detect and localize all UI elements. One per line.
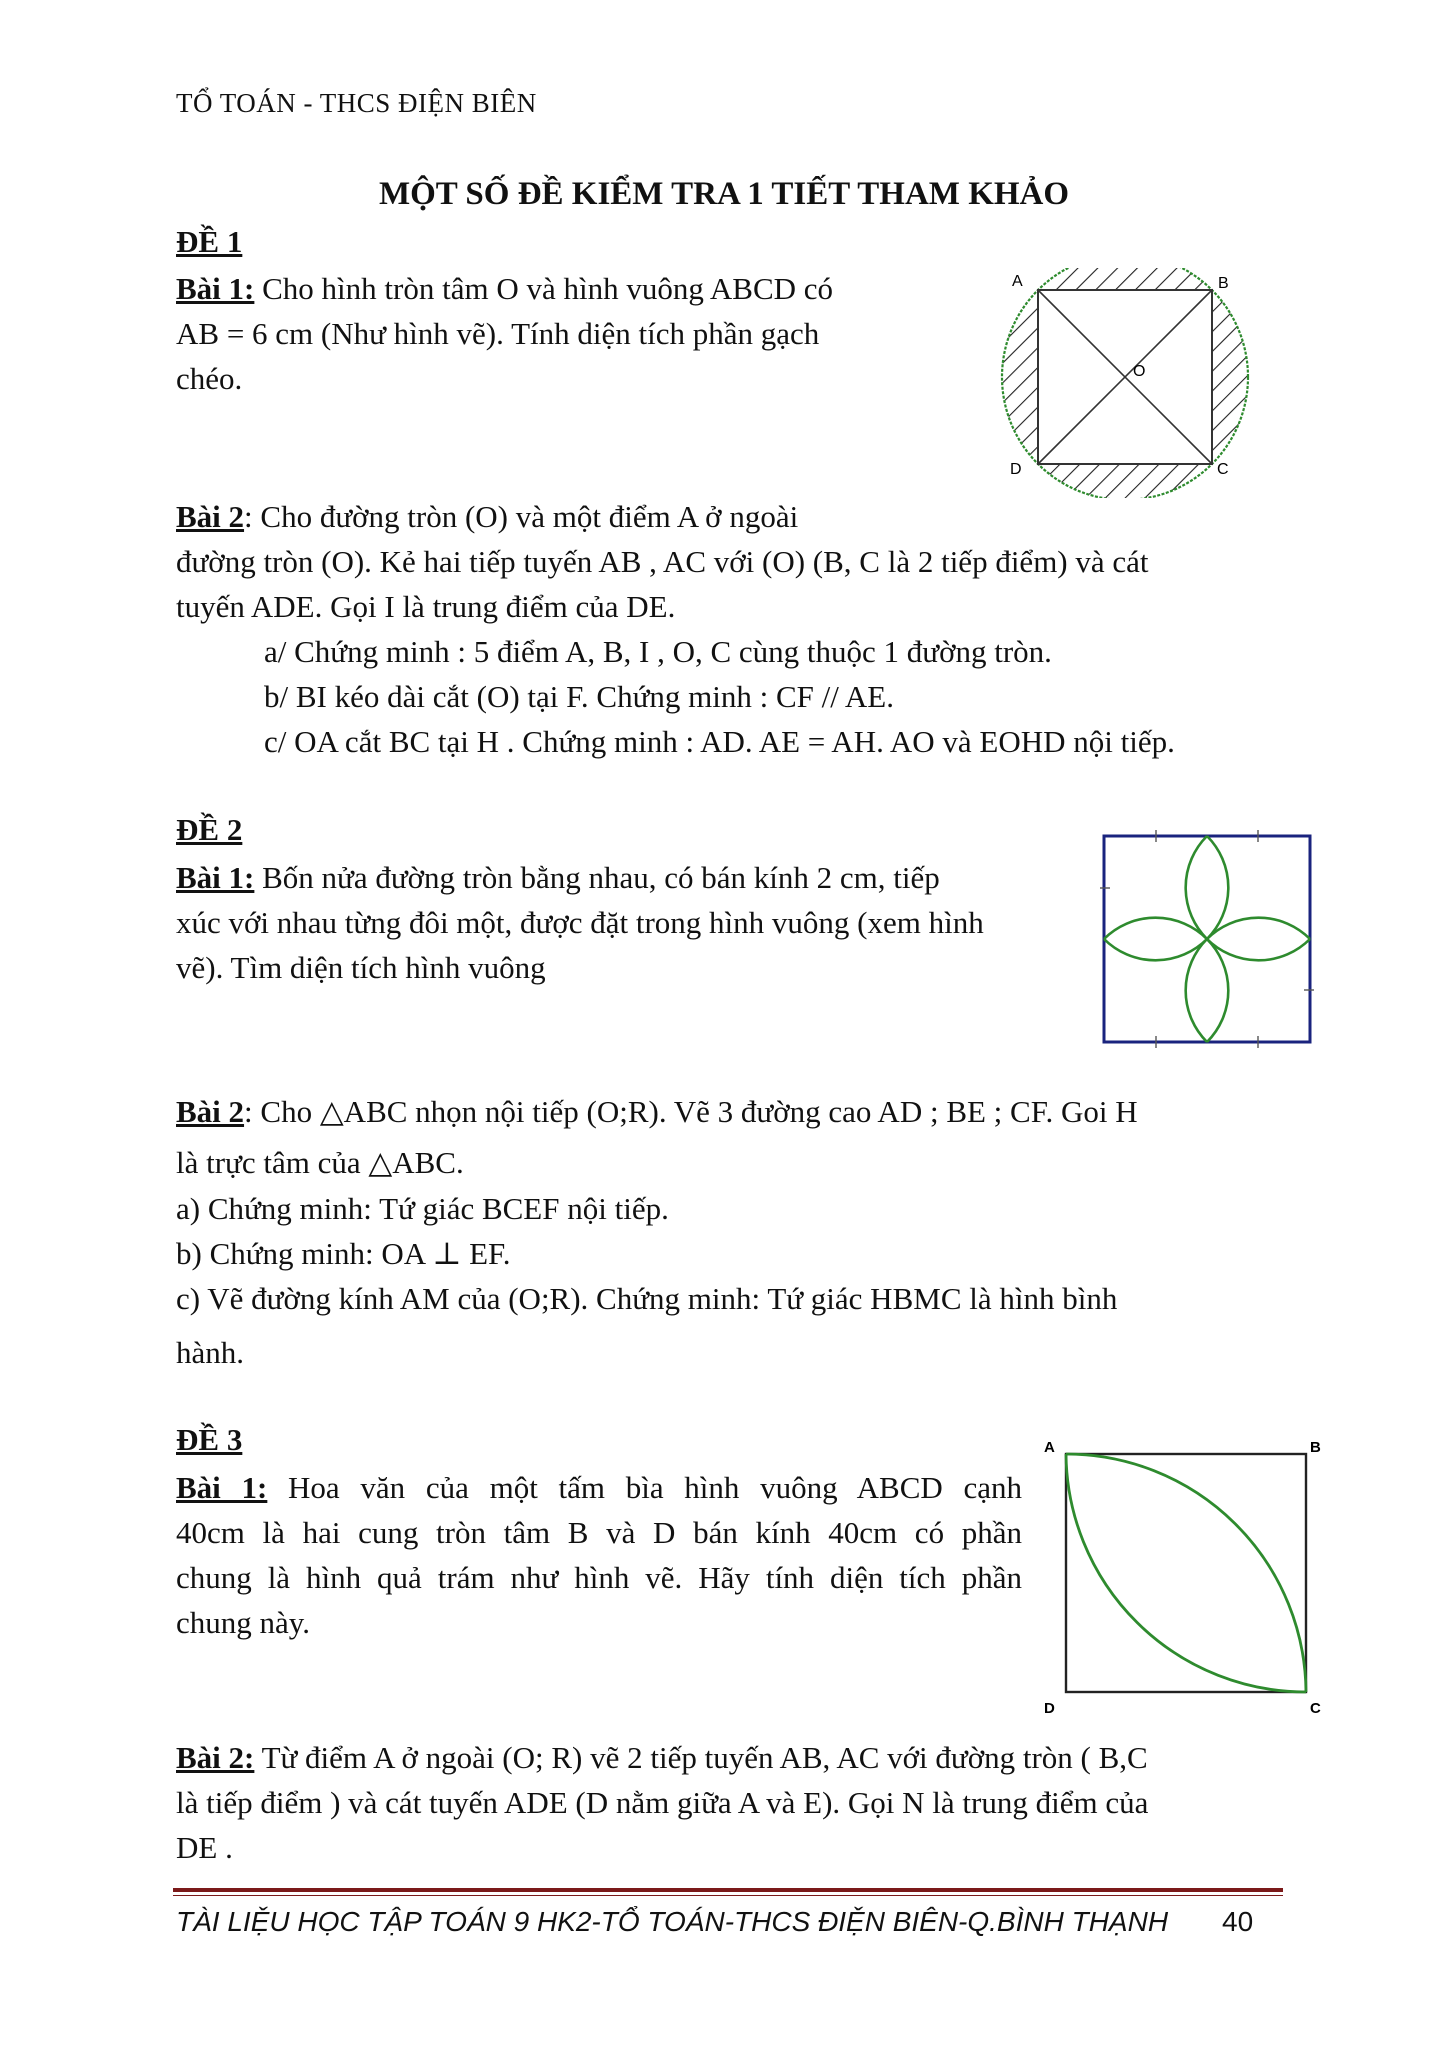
de2-bai2-part-c-cont: hành. xyxy=(176,1335,245,1370)
label-c: C xyxy=(1217,461,1229,478)
de2-bai2-line1 xyxy=(176,1089,1138,1134)
arc-center-d xyxy=(1066,1454,1306,1692)
de1-bai2-part-a: a/ Chứng minh : 5 điểm A, B, I , O, C cùng thuộc 1 đường tròn. xyxy=(264,634,1052,669)
de2-bai1-line2: xúc với nhau từng đôi một, được đặt trong hình vuông (xem hình xyxy=(176,905,984,940)
label-a: A xyxy=(1012,273,1023,290)
de1-bai2-part-c: c/ OA cắt BC tại H . Chứng minh : AD. AE = AH. AO và EOHD nội tiếp. xyxy=(264,724,1175,759)
page-title: MỘT SỐ ĐỀ KIỂM TRA 1 TIẾT THAM KHẢO xyxy=(378,176,1070,212)
label-c-3: C xyxy=(1310,1700,1321,1717)
de2-bai2-label: Bài 2 xyxy=(176,1094,245,1129)
de1-bai1-label: Bài 1: xyxy=(176,271,255,306)
de2-bai1-text: Bốn nửa đường tròn bằng nhau, có bán kính 2 cm, tiếp xyxy=(254,860,940,895)
square-abcd-3 xyxy=(1066,1454,1306,1692)
de1-bai2-text: : Cho đường tròn (O) và một điểm A ở ngoài xyxy=(244,499,799,534)
footer-rule-thick xyxy=(173,1888,1283,1892)
label-b-3: B xyxy=(1310,1439,1321,1456)
de1-bai1-text: Cho hình tròn tâm O và hình vuông ABCD có xyxy=(254,271,834,306)
de3-bai2-text: Từ điểm A ở ngoài (O; R) vẽ 2 tiếp tuyến AB, AC với đường tròn ( B,C xyxy=(254,1740,1148,1775)
de3-bai1-line2: 40cm là hai cung tròn tâm B và D bán kính 40cm có phần xyxy=(176,1515,1022,1550)
de1-bai1-line1 xyxy=(176,266,833,311)
label-b: B xyxy=(1218,275,1229,292)
de1-bai2-line1 xyxy=(176,494,798,539)
de2-bai1-label: Bài 1: xyxy=(176,860,255,895)
de2-bai2-part-c: c) Vẽ đường kính AM của (O;R). Chứng minh: Tứ giác HBMC là hình bình xyxy=(176,1281,1118,1316)
de3-bai2-label: Bài 2: xyxy=(176,1740,255,1775)
de3-bai2-line2: là tiếp điểm ) và cát tuyến ADE (D nằm giữa A và E). Gọi N là trung điểm của xyxy=(176,1785,1149,1820)
de2-bai1-line3: vẽ). Tìm diện tích hình vuông xyxy=(176,950,546,985)
de3-bai1-text: Hoa văn của một tấm bìa hình vuông ABCD cạnh xyxy=(267,1470,1022,1505)
de3-bai1-label: Bài 1: xyxy=(176,1470,268,1505)
de3-bai1-line1 xyxy=(176,1465,1022,1510)
footer-rule-thin xyxy=(173,1895,1283,1896)
label-o: O xyxy=(1133,363,1146,380)
semicircles xyxy=(1104,836,1310,1042)
two-arcs-square-figure xyxy=(1040,1432,1330,1722)
de2-bai2-part-a: a) Chứng minh: Tứ giác BCEF nội tiếp. xyxy=(176,1191,669,1226)
de1-bai2-line3: tuyến ADE. Gọi I là trung điểm của DE. xyxy=(176,589,676,624)
de2-bai2-text: : Cho △ABC nhọn nội tiếp (O;R). Vẽ 3 đường cao AD ; BE ; CF. Goi H xyxy=(244,1094,1138,1129)
de1-bai1-line3: chéo. xyxy=(176,361,243,396)
de2-bai2-line2: là trực tâm của △ABC. xyxy=(176,1145,464,1180)
de3-bai1-line3: chung là hình quả trám như hình vẽ. Hãy tính diện tích phần xyxy=(176,1560,1022,1595)
de2-bai1-line1 xyxy=(176,855,940,900)
de2-heading: ĐỀ 2 xyxy=(176,812,243,847)
semicircles-square-figure xyxy=(1100,826,1320,1048)
de3-bai2-line3: DE . xyxy=(176,1830,233,1865)
page-number: 40 xyxy=(1222,1906,1254,1937)
arc-center-b xyxy=(1066,1454,1306,1692)
de3-bai2-line1 xyxy=(176,1735,1148,1780)
circle-square-figure xyxy=(998,268,1268,498)
de1-bai1-line2: AB = 6 cm (Như hình vẽ). Tính diện tích phần gạch xyxy=(176,316,820,351)
label-d-3: D xyxy=(1044,1700,1055,1717)
page-header: TỔ TOÁN - THCS ĐIỆN BIÊN xyxy=(176,88,537,118)
de3-heading: ĐỀ 3 xyxy=(176,1422,243,1457)
arcs xyxy=(1066,1454,1306,1692)
de3-bai1-line4: chung này. xyxy=(176,1605,311,1640)
de1-bai2-part-b: b/ BI kéo dài cắt (O) tại F. Chứng minh : CF // AE. xyxy=(264,679,894,714)
de1-heading: ĐỀ 1 xyxy=(176,224,243,259)
label-a-3: A xyxy=(1044,1439,1055,1456)
footer-text: TÀI LIỆU HỌC TẬP TOÁN 9 HK2-TỔ TOÁN-THCS ĐIỆN BIÊN-Q.BÌNH THẠNH xyxy=(176,1906,1169,1937)
de1-bai2-label: Bài 2 xyxy=(176,499,245,534)
label-d: D xyxy=(1010,461,1022,478)
de1-bai2-line2: đường tròn (O). Kẻ hai tiếp tuyến AB , AC với (O) (B, C là 2 tiếp điểm) và cát xyxy=(176,544,1149,579)
de2-bai2-part-b: b) Chứng minh: OA ⊥ EF. xyxy=(176,1236,511,1271)
